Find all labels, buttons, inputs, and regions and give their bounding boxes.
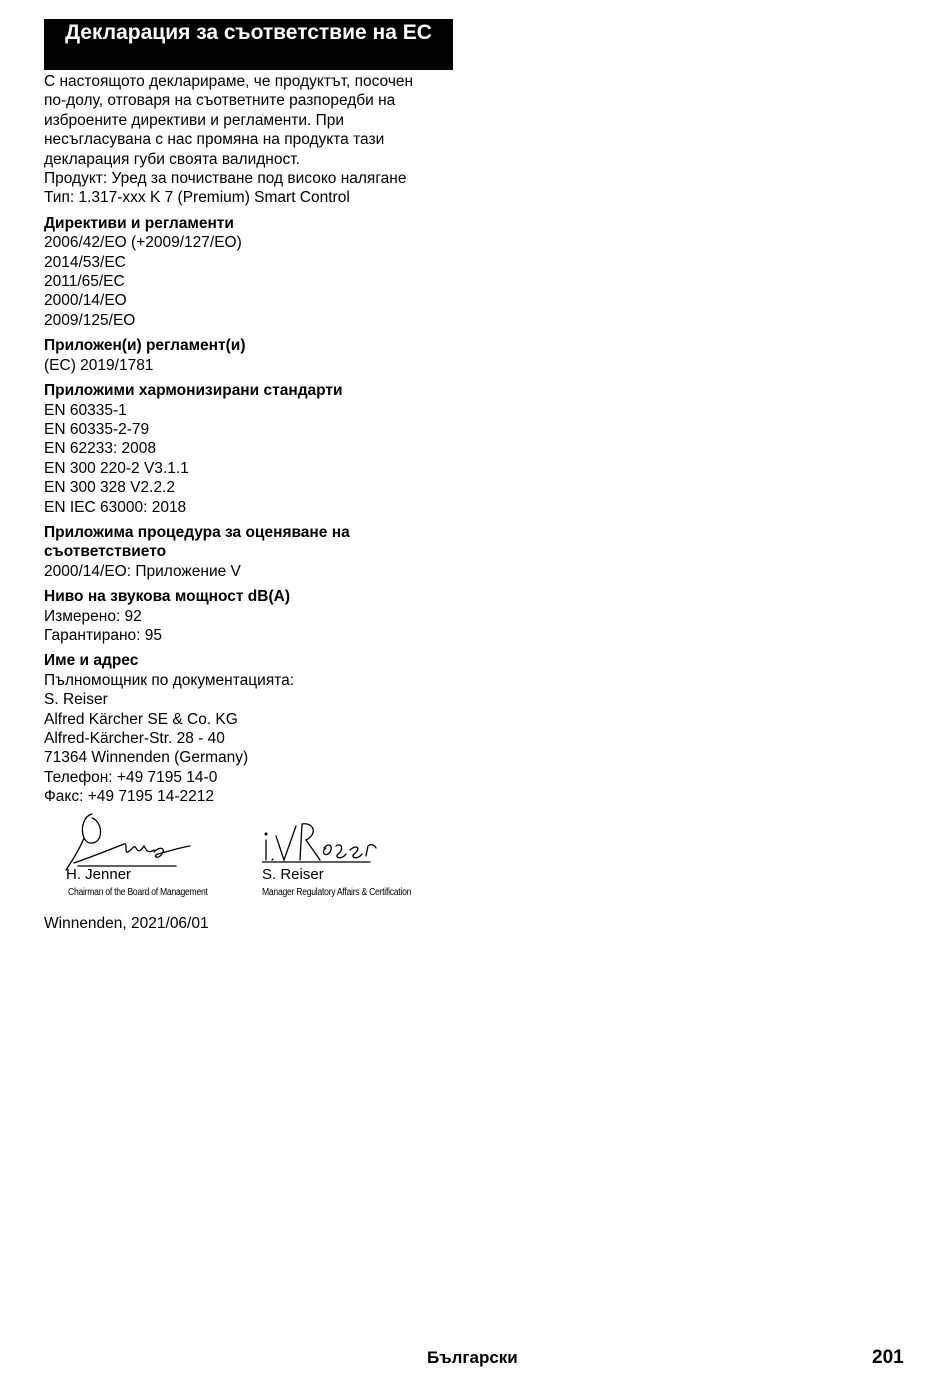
intro-line: С настоящото декларираме, че продуктът, посочен — [44, 73, 414, 90]
section-line: Факс: +49 7195 14-2212 — [44, 788, 214, 806]
section-line: 2000/14/EO — [44, 292, 127, 310]
signature-name-left: H. Jenner — [66, 866, 132, 883]
intro-paragraph — [44, 72, 464, 208]
place-date: Winnenden, 2021/06/01 — [44, 915, 209, 932]
page-number: 201 — [872, 1347, 904, 1368]
section-line: Телефон: +49 7195 14-0 — [44, 768, 218, 786]
intro-line: по-долу, отговаря на съответните разпоредби на — [44, 92, 396, 110]
section-heading: съответствието — [44, 543, 167, 561]
section-line: EN 60335-1 — [44, 401, 127, 419]
section-standards — [44, 381, 464, 517]
section-line: 2014/53/EC — [44, 253, 126, 271]
section-line: Alfred Kärcher SE & Co. KG — [44, 710, 238, 728]
intro-line: изброените директиви и регламенти. При — [44, 111, 345, 129]
section-directives — [44, 214, 464, 330]
intro-line: декларация губи своята валидност. — [44, 150, 300, 168]
section-heading: Ниво на звукова мощност dB(A) — [44, 588, 290, 606]
type-line: Тип: 1.317-xxx K 7 (Premium) Smart Control — [44, 189, 350, 207]
section-line: EN IEC 63000: 2018 — [44, 498, 187, 516]
page-title: Декларация за съответствие на ЕС — [44, 19, 453, 70]
product-line: Продукт: Уред за почистване под високо налягане — [44, 170, 407, 188]
section-line: 2011/65/EC — [44, 273, 125, 291]
section-sound-power — [44, 587, 464, 645]
section-name-address — [44, 651, 464, 806]
signature-name-right: S. Reiser — [262, 866, 324, 883]
footer-language: Български — [427, 1348, 518, 1367]
section-line: EN 62233: 2008 — [44, 440, 157, 458]
section-heading: Приложими хармонизирани стандарти — [44, 382, 343, 400]
signatures — [44, 800, 464, 910]
section-line: EN 60335-2-79 — [44, 420, 150, 438]
section-line: EN 300 328 V2.2.2 — [44, 479, 175, 497]
intro-line: несъгласувана с нас промяна на продукта тази — [44, 131, 385, 149]
signature-role-right: Manager Regulatory Affairs & Certification — [262, 887, 412, 898]
section-line: Гарантирано: 95 — [44, 626, 162, 644]
section-line: 71364 Winnenden (Germany) — [44, 749, 249, 767]
section-regulations — [44, 336, 464, 375]
section-line: Пълномощник по документацията: — [44, 671, 295, 689]
signature-role-left: Chairman of the Board of Management — [68, 887, 208, 898]
section-heading: Директиви и регламенти — [44, 214, 234, 232]
section-line: 2006/42/EO (+2009/127/EO) — [44, 234, 242, 252]
section-heading: Име и адрес — [44, 652, 139, 670]
section-line: (EC) 2019/1781 — [44, 356, 154, 374]
signature-reiser — [262, 816, 392, 866]
declaration-body — [44, 72, 464, 807]
section-line: EN 300 220-2 V3.1.1 — [44, 459, 189, 477]
section-line: Alfred-Kärcher-Str. 28 - 40 — [44, 730, 225, 747]
section-line: 2000/14/EO: Приложение V — [44, 562, 241, 580]
section-heading: Приложима процедура за оценяване на — [44, 523, 350, 541]
section-heading: Приложен(и) регламент(и) — [44, 337, 246, 355]
section-line: Измерено: 92 — [44, 607, 142, 625]
section-assessment — [44, 523, 464, 581]
section-line: S. Reiser — [44, 691, 108, 709]
section-line: 2009/125/EO — [44, 311, 136, 329]
